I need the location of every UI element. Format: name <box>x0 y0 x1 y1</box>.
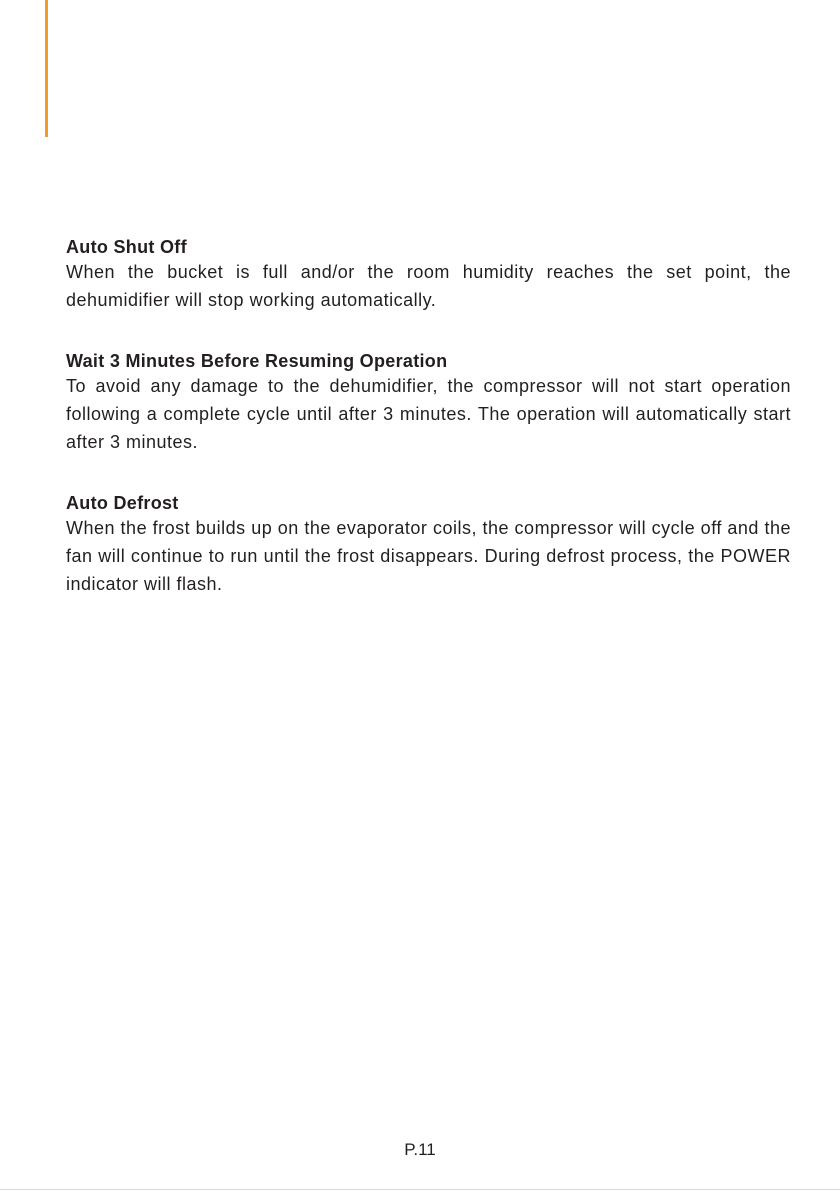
section-body: To avoid any damage to the dehumidifier, the compressor will not start operation following a complete cycle until after 3 minutes. The operation will automatically start after 3 minutes. <box>66 376 791 452</box>
section-heading: Auto Shut Off <box>66 237 187 257</box>
section-wait-3-minutes <box>66 350 791 456</box>
section-heading: Auto Defrost <box>66 493 179 513</box>
manual-content <box>66 236 791 634</box>
section-auto-shut-off <box>66 236 791 314</box>
section-heading: Wait 3 Minutes Before Resuming Operation <box>66 351 448 371</box>
bottom-divider <box>0 1189 840 1190</box>
section-auto-defrost <box>66 492 791 598</box>
section-body: When the frost builds up on the evaporator coils, the compressor will cycle off and the fan will continue to run until the frost disappears. During defrost process, the POWER indicator will flash. <box>66 518 791 594</box>
accent-bar <box>45 0 48 137</box>
page-number: P.11 <box>404 1140 436 1159</box>
section-body: When the bucket is full and/or the room humidity reaches the set point, the dehumidifier will stop working automatically. <box>66 262 791 310</box>
